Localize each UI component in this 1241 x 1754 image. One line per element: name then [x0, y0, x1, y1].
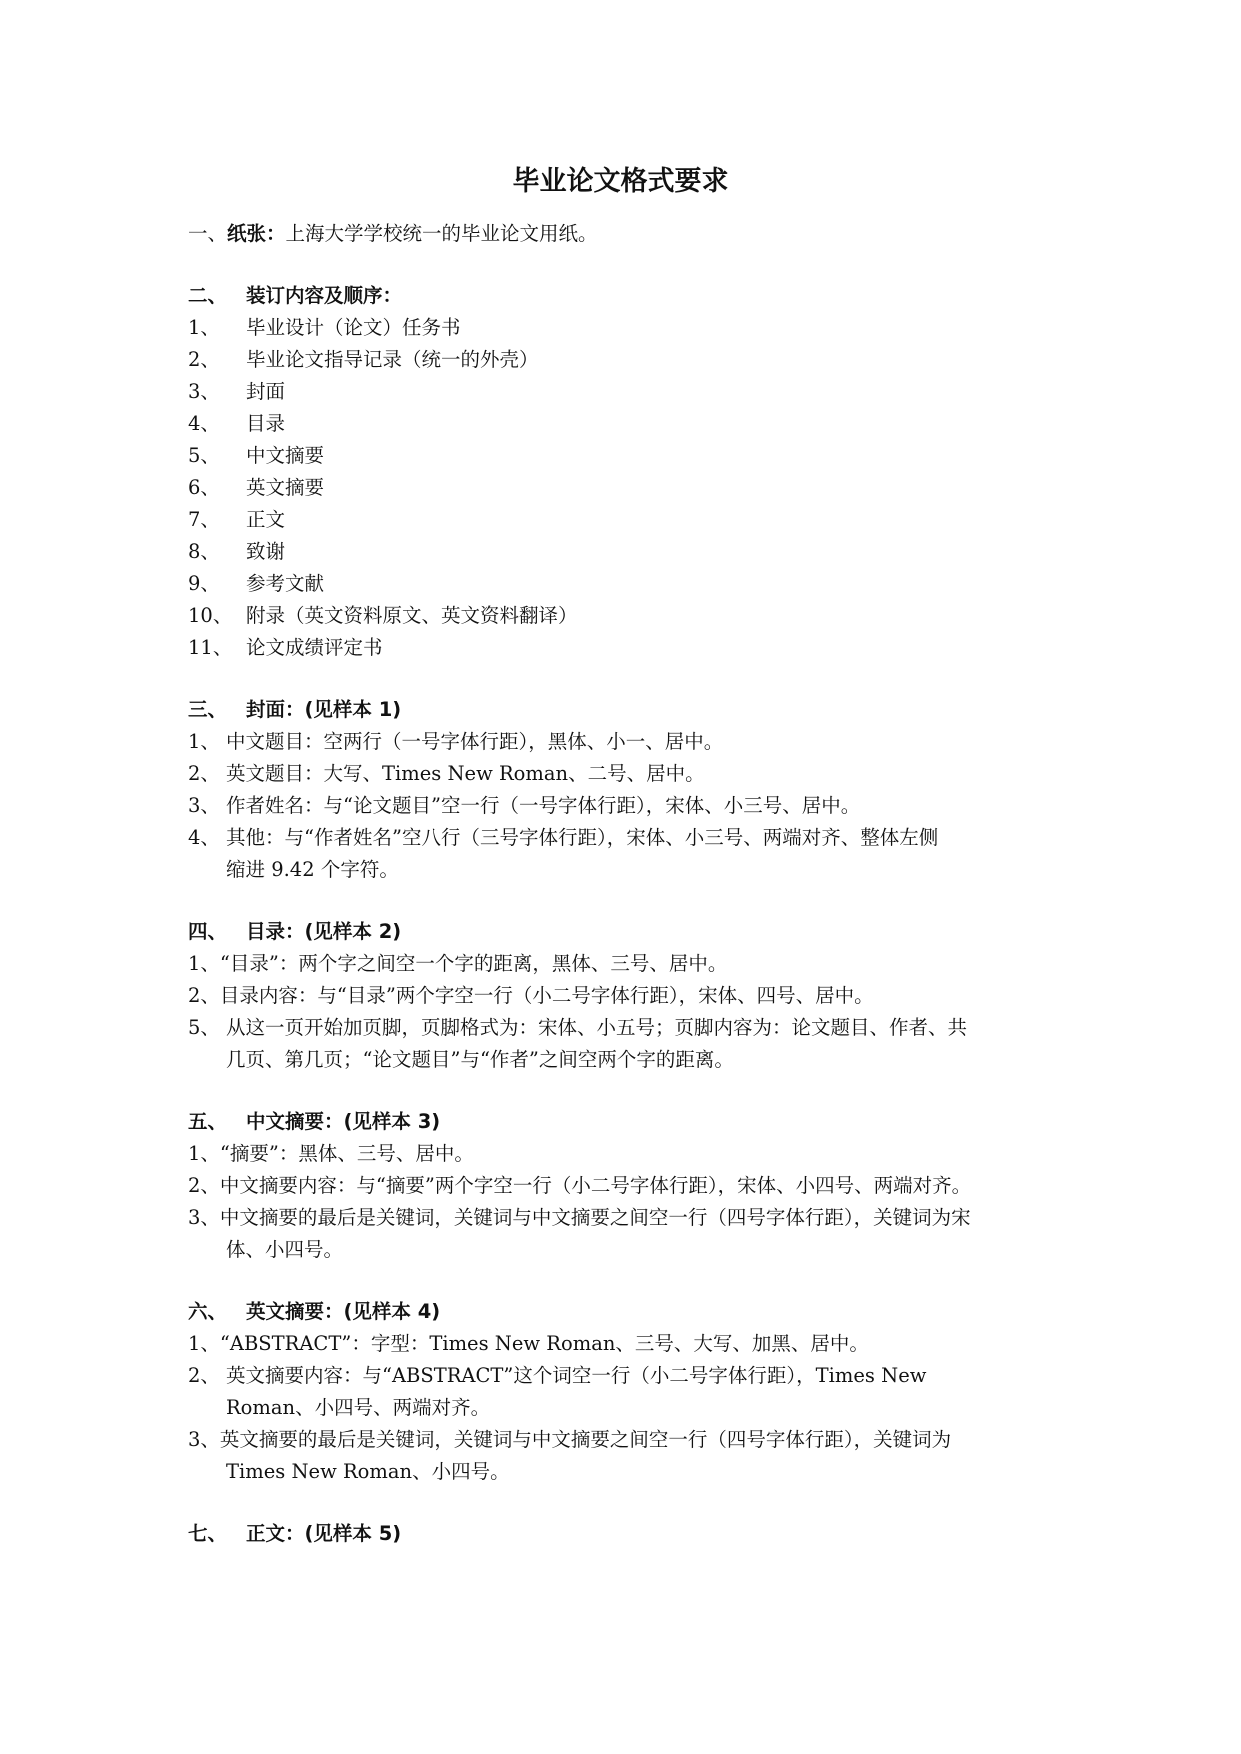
list-item	[188, 376, 1058, 408]
item-number: 10、	[188, 604, 233, 627]
section-number: 六、	[188, 1300, 228, 1323]
item-text: 致谢	[246, 540, 286, 563]
item-text: 从这一页开始加页脚，页脚格式为：宋体、小五号；页脚内容为：论文题目、作者、共	[226, 1016, 968, 1039]
list-item	[188, 408, 1058, 440]
item-text: 其他：与“作者姓名”空八行（三号字体行距），宋体、小三号、两端对齐、整体左侧	[226, 826, 939, 849]
section-heading: 装订内容及顺序：	[246, 284, 403, 307]
section-number: 三、	[188, 698, 228, 721]
section-heading: 目录：(见样本 2)	[246, 920, 402, 943]
item-number: 3、	[188, 1206, 220, 1229]
list-item-continuation: 几页、第几页；“论文题目”与“作者”之间空两个字的距离。	[226, 1048, 734, 1071]
item-text: 中文摘要的最后是关键词，关键词与中文摘要之间空一行（四号字体行距），关键词为宋	[219, 1206, 971, 1229]
section-heading-main-text	[188, 1518, 1058, 1550]
section-number: 一、	[188, 222, 228, 245]
section-text: 上海大学学校统一的毕业论文用纸。	[285, 222, 598, 245]
section-heading-cover	[188, 694, 1058, 726]
item-text: 目录	[246, 412, 286, 435]
list-item	[188, 504, 1058, 536]
section-heading-chinese-abstract	[188, 1106, 1058, 1138]
item-number: 5、	[188, 444, 220, 467]
item-text: 正文	[246, 508, 286, 531]
item-number: 3、	[188, 380, 220, 403]
item-number: 7、	[188, 508, 220, 531]
section-heading: 英文摘要：(见样本 4)	[246, 1300, 441, 1323]
item-number: 1、	[188, 952, 220, 975]
list-item	[188, 1202, 1058, 1234]
item-text: 中文题目：空两行（一号字体行距），黑体、小一、居中。	[226, 730, 724, 753]
list-item	[188, 600, 1058, 632]
item-text: 毕业设计（论文）任务书	[246, 316, 461, 339]
item-text: 论文成绩评定书	[246, 636, 383, 659]
item-text: 毕业论文指导记录（统一的外壳）	[246, 348, 539, 371]
section-heading-toc	[188, 916, 1058, 948]
list-item-continuation: 缩进 9.42 个字符。	[226, 858, 399, 881]
list-item	[188, 948, 1058, 980]
list-item	[188, 980, 1058, 1012]
item-text: 英文摘要内容：与“ABSTRACT”这个词空一行（小二号字体行距），Times New	[226, 1364, 927, 1387]
item-text: 中文摘要内容：与“摘要”两个字空一行（小二号字体行距），宋体、小四号、两端对齐。	[219, 1174, 972, 1197]
section-heading: 中文摘要：(见样本 3)	[246, 1110, 441, 1133]
list-item	[188, 312, 1058, 344]
item-number: 4、	[188, 826, 220, 849]
item-number: 4、	[188, 412, 220, 435]
section-number: 二、	[188, 284, 228, 307]
list-item	[188, 758, 1058, 790]
list-item	[188, 1328, 1058, 1360]
item-number: 1、	[188, 1332, 220, 1355]
section-heading-english-abstract	[188, 1296, 1058, 1328]
list-item-continuation: 体、小四号。	[226, 1238, 344, 1261]
section-number: 七、	[188, 1522, 228, 1545]
item-text: 中文摘要	[246, 444, 325, 467]
item-text: 英文题目：大写、Times New Roman、二号、居中。	[226, 762, 705, 785]
section-heading-binding	[188, 280, 1058, 312]
list-item	[188, 472, 1058, 504]
list-item	[188, 344, 1058, 376]
item-text: 英文摘要的最后是关键词，关键词与中文摘要之间空一行（四号字体行距），关键词为	[219, 1428, 952, 1451]
item-number: 11、	[188, 636, 233, 659]
item-number: 5、	[188, 1016, 220, 1039]
list-item	[188, 440, 1058, 472]
item-number: 2、	[188, 1364, 220, 1387]
item-text: 作者姓名：与“论文题目”空一行（一号字体行距），宋体、小三号、居中。	[226, 794, 861, 817]
item-number: 2、	[188, 1174, 220, 1197]
item-number: 8、	[188, 540, 220, 563]
item-number: 1、	[188, 730, 220, 753]
list-item	[188, 1170, 1058, 1202]
list-item	[188, 632, 1058, 664]
item-text: “摘要”：黑体、三号、居中。	[219, 1142, 474, 1165]
list-item	[188, 1360, 1058, 1392]
item-text: “ABSTRACT”：字型：Times New Roman、三号、大写、加黑、居中。	[219, 1332, 869, 1355]
item-number: 3、	[188, 794, 220, 817]
section-number: 四、	[188, 920, 228, 943]
list-item	[188, 822, 1058, 854]
section-paper	[188, 218, 1058, 250]
item-text: 目录内容：与“目录”两个字空一行（小二号字体行距），宋体、四号、居中。	[219, 984, 874, 1007]
section-heading: 正文：(见样本 5)	[246, 1522, 402, 1545]
item-number: 6、	[188, 476, 220, 499]
list-item	[188, 726, 1058, 758]
item-text: 封面	[246, 380, 286, 403]
section-heading: 封面：(见样本 1)	[246, 698, 402, 721]
list-item	[188, 790, 1058, 822]
item-number: 2、	[188, 348, 220, 371]
list-item	[188, 1012, 1058, 1044]
item-number: 1、	[188, 316, 220, 339]
item-number: 2、	[188, 984, 220, 1007]
list-item	[188, 1424, 1058, 1456]
section-label: 纸张：	[227, 222, 286, 245]
list-item-continuation: Roman、小四号、两端对齐。	[226, 1396, 491, 1419]
item-number: 9、	[188, 572, 220, 595]
item-text: “目录”：两个字之间空一个字的距离，黑体、三号、居中。	[219, 952, 728, 975]
item-number: 3、	[188, 1428, 220, 1451]
item-text: 参考文献	[246, 572, 325, 595]
list-item	[188, 536, 1058, 568]
item-text: 附录（英文资料原文、英文资料翻译）	[246, 604, 578, 627]
item-number: 2、	[188, 762, 220, 785]
list-item	[188, 568, 1058, 600]
list-item-continuation: Times New Roman、小四号。	[226, 1460, 510, 1483]
list-item	[188, 1138, 1058, 1170]
item-number: 1、	[188, 1142, 220, 1165]
page-title: 毕业论文格式要求	[512, 166, 729, 197]
section-number: 五、	[188, 1110, 228, 1133]
item-text: 英文摘要	[246, 476, 325, 499]
